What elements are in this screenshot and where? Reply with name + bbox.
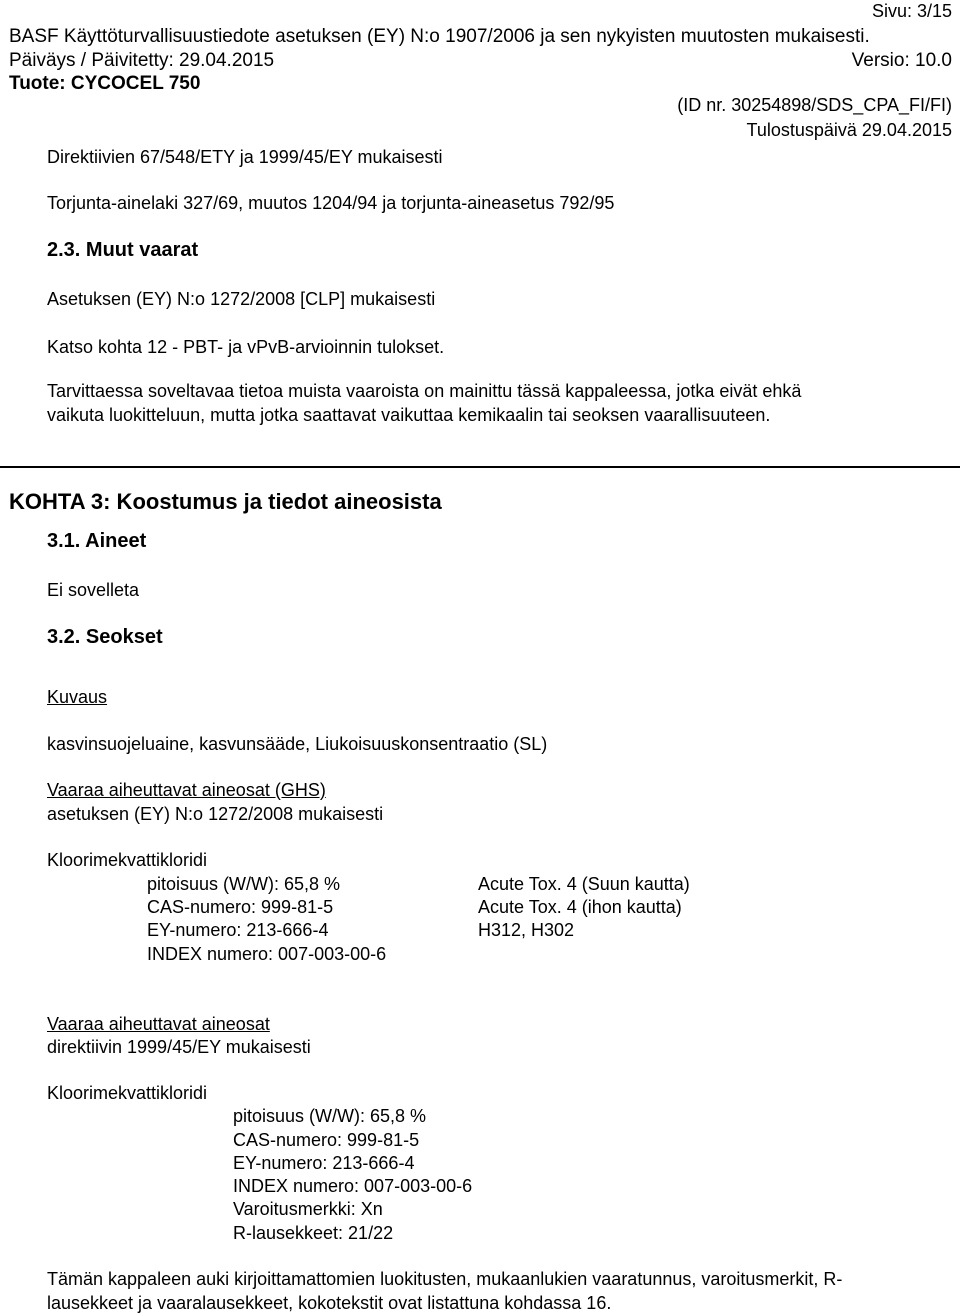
directive-text: Direktiivien 67/548/ETY ja 1999/45/EY mukaisesti (47, 147, 443, 167)
footnote-line-2: lausekkeet ja vaaralausekkeet, kokotekstit ovat listattuna kohdassa 16. (47, 1293, 612, 1313)
ghs-components-label: Vaaraa aiheuttavat aineosat (GHS) (47, 780, 326, 800)
heading-2-3: 2.3. Muut vaarat (47, 239, 199, 261)
document-id: (ID nr. 30254898/SDS_CPA_FI/FI) (677, 95, 952, 115)
other-hazards-line-1: Tarvittaessa soveltavaa tietoa muista vaaroista on mainittu tässä kappaleessa, jotka eivät ehkä (47, 381, 802, 401)
ghs-regulation-text: asetuksen (EY) N:o 1272/2008 mukaisesti (47, 804, 384, 824)
directive-ec-number: EY-numero: 213-666-4 (233, 1153, 415, 1173)
other-hazards-line-2: vaikuta luokitteluun, mutta jotka saattavat vaikuttaa kemikaalin tai seoksen vaarallisuuteen. (47, 405, 771, 425)
directive-hazard-symbol: Varoitusmerkki: Xn (233, 1199, 383, 1219)
footnote-line-1: Tämän kappaleen auki kirjoittamattomien luokitusten, mukaanlukien vaaratunnus, varoitusmerkit, R- (47, 1269, 843, 1289)
directive-concentration: pitoisuus (W/W): 65,8 % (233, 1106, 427, 1126)
pesticide-law-text: Torjunta-ainelaki 327/69, muutos 1204/94 ja torjunta-aineasetus 792/95 (47, 193, 615, 213)
section-divider (0, 466, 960, 468)
print-date: Tulostuspäivä 29.04.2015 (746, 120, 952, 140)
directive-index-number: INDEX numero: 007-003-00-6 (233, 1176, 473, 1196)
not-applicable-text: Ei sovelleta (47, 580, 140, 600)
page-number: Sivu: 3/15 (871, 1, 952, 21)
product-name: Tuote: CYCOCEL 750 (9, 73, 201, 94)
directive-r-phrases: R-lausekkeet: 21/22 (233, 1223, 394, 1243)
document-title: BASF Käyttöturvallisuustiedote asetuksen (EY) N:o 1907/2006 ja sen nykyisten muutosten mukaisesti. (9, 26, 870, 47)
ghs-classification-oral: Acute Tox. 4 (Suun kautta) (478, 874, 690, 894)
directive-cas-number: CAS-numero: 999-81-5 (233, 1130, 420, 1150)
ghs-ec-number: EY-numero: 213-666-4 (147, 920, 329, 940)
ghs-substance-name: Kloorimekvattikloridi (47, 850, 208, 870)
heading-3-2: 3.2. Seokset (47, 626, 163, 648)
ghs-classification-dermal: Acute Tox. 4 (ihon kautta) (478, 897, 682, 917)
directive-regulation-text: direktiivin 1999/45/EY mukaisesti (47, 1037, 311, 1057)
pbt-text: Katso kohta 12 - PBT- ja vPvB-arvioinnin tulokset. (47, 337, 445, 357)
description-label: Kuvaus (47, 687, 108, 707)
ghs-concentration: pitoisuus (W/W): 65,8 % (147, 874, 341, 894)
revision-date: Päiväys / Päivitetty: 29.04.2015 (9, 50, 275, 71)
ghs-cas-number: CAS-numero: 999-81-5 (147, 897, 334, 917)
section-3-title: KOHTA 3: Koostumus ja tiedot aineosista (9, 489, 442, 514)
directive-substance-name: Kloorimekvattikloridi (47, 1083, 208, 1103)
description-text: kasvinsuojeluaine, kasvunsääde, Liukoisuuskonsentraatio (SL) (47, 734, 548, 754)
directive-components-label: Vaaraa aiheuttavat aineosat (47, 1014, 270, 1034)
heading-3-1: 3.1. Aineet (47, 530, 147, 552)
ghs-index-number: INDEX numero: 007-003-00-6 (147, 944, 387, 964)
version: Versio: 10.0 (851, 50, 952, 71)
ghs-hazard-statements: H312, H302 (478, 920, 575, 940)
clp-text: Asetuksen (EY) N:o 1272/2008 [CLP] mukaisesti (47, 289, 436, 309)
